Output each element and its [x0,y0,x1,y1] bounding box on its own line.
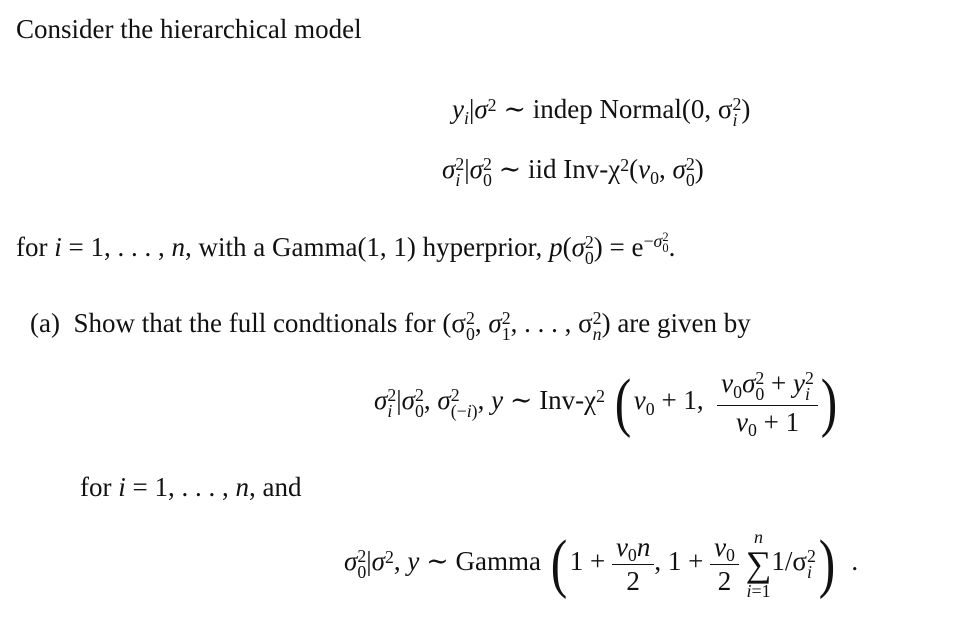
for-i-line: for i = 1, . . . , n, and [80,472,302,502]
model-line-1: $yi|\sigma^2$ ∼ indep Normal(0, σ 2 i ) [452,94,751,131]
intro-text: Consider the hierarchical model [16,14,362,44]
conditional-sigma-0: σ 2 0 $|\sigma^2$, y ∼ Gamma ( 1 + $\frac{\nu 0n}{2}$ , 1 + $\frac{\nu 0}{2}$ n ∑ i=1 1/σ 2 i ) . [344,527,859,601]
hyperprior-line: for i = 1, . . . , n, with a Gamma(1, 1) hyperprior, p(σ 2 0 ) = $e^{-\sigma 2 0}$ . [16,230,676,269]
part-a-text: (a) Show that the full condtionals for (σ 2 0 , σ 2 1 , . . . , σ 2 n ) are given by [30,308,751,345]
conditional-sigma-i: σ 2 i |σ 2 0 , σ 2 (−i) , y ∼ Inv-$\chi^2$ ( ν0 + 1, ν0σ 2 0 + y 2 i ν0 + 1 ) [374,366,838,441]
model-line-2: σ 2 i |σ 2 0 ∼ iid Inv-$\chi^2(\nu 0$, σ 2 0 ) [442,154,704,191]
